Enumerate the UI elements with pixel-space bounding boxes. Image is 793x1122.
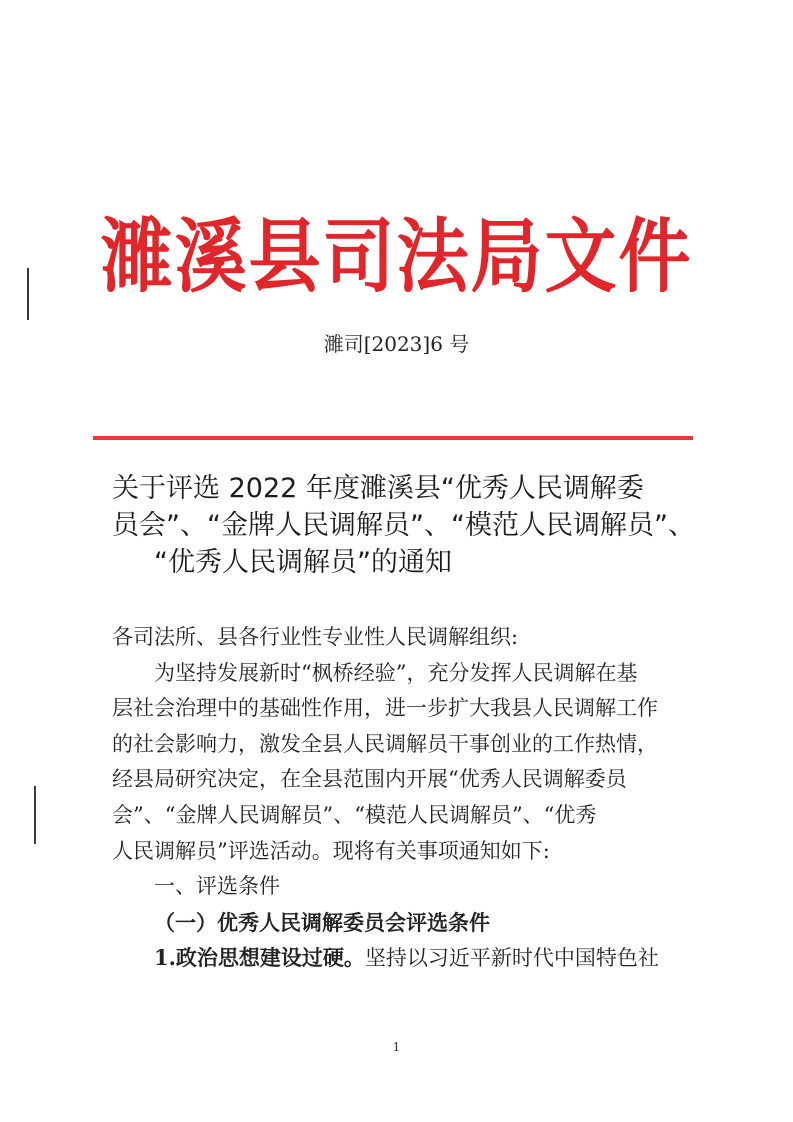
title-line: 员会”、“金牌人民调解员”、“模范人民调解员”、 <box>112 510 695 541</box>
paragraph-line: 层社会治理中的基础性作用，进一步扩大我县人民调解工作 <box>112 696 658 721</box>
document-number: 濉司[2023]6 号 <box>323 332 470 356</box>
paragraph-line: 的社会影响力，激发全县人民调解员干事创业的工作热情， <box>112 731 658 756</box>
item-label: 1.政治思想建设过硬。 <box>154 945 365 971</box>
item-text: 坚持以习近平新时代中国特色社 <box>364 946 659 971</box>
subsection-heading: （一）优秀人民调解委员会评选条件 <box>154 909 490 935</box>
paragraph-line: 经县局研究决定，在全县范围内开展“优秀人民调解委员 <box>112 767 627 792</box>
paragraph-line: 为坚持发展新时“枫桥经验”，充分发挥人民调解在基 <box>154 660 638 685</box>
binding-mark <box>34 786 36 844</box>
notice-title <box>112 470 695 581</box>
salutation: 各司法所、县各行业性专业性人民调解组织: <box>112 625 519 649</box>
masthead-title: 濉溪县司法局文件 <box>100 208 693 304</box>
title-line: 关于评选 2022 年度濉溪县“优秀人民调解委 <box>112 473 644 504</box>
body-text <box>112 620 684 977</box>
page-number: 1 <box>392 1040 401 1054</box>
red-divider-line <box>93 436 693 440</box>
title-line: “优秀人民调解员”的通知 <box>154 547 452 578</box>
item-line <box>112 940 684 977</box>
section-heading: 一、评选条件 <box>154 874 280 899</box>
paragraph-line: 会”、“金牌人民调解员”、“模范人民调解员”、“优秀 <box>112 802 597 827</box>
paragraph-line: 人民调解员”评选活动。现将有关事项通知如下: <box>112 838 550 863</box>
